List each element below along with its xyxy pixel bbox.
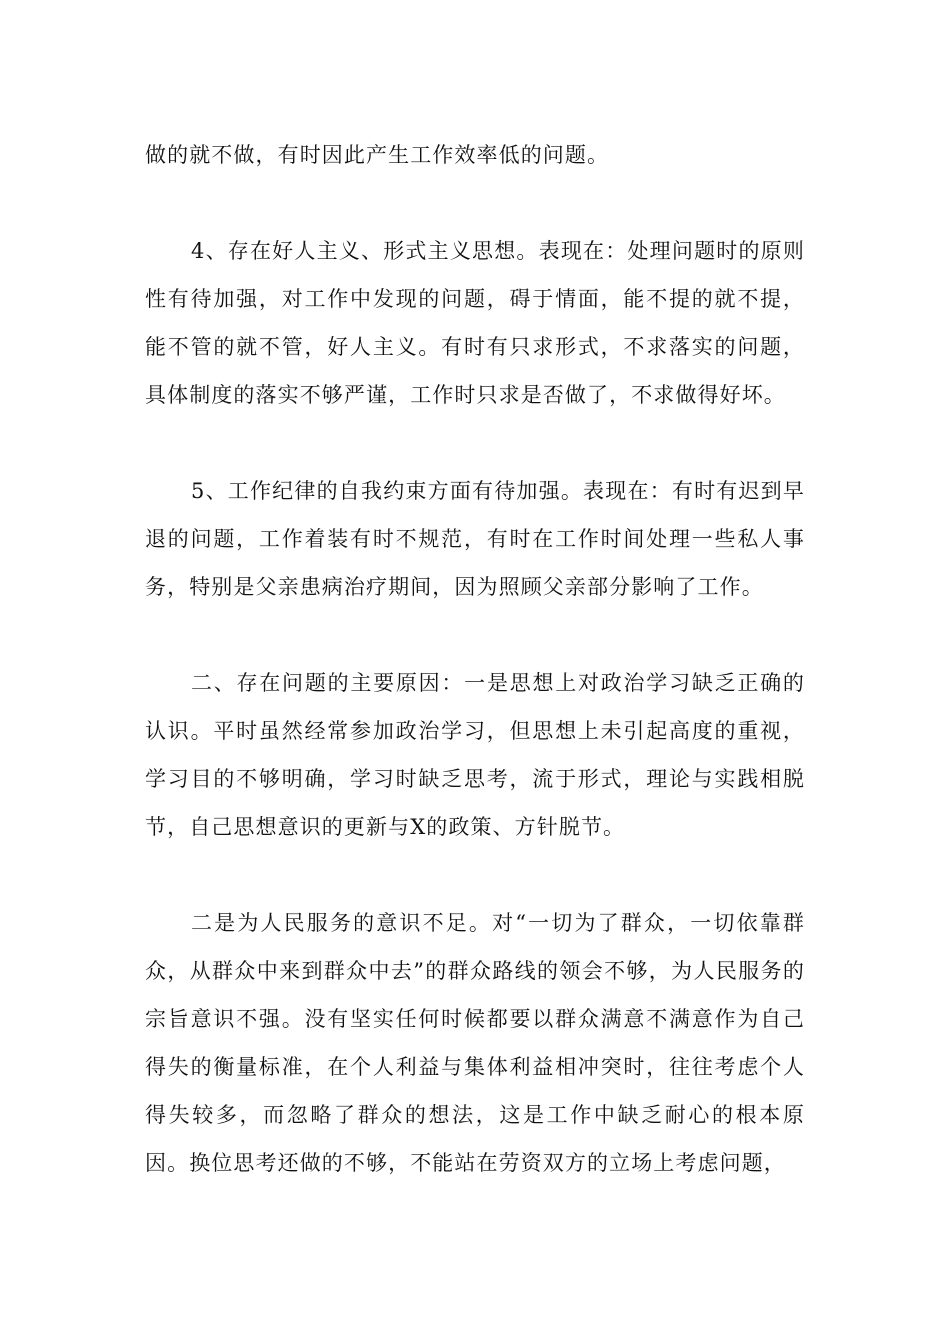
text-line: 具体制度的落实不够严谨，工作时只求是否做了，不求做得好坏。 xyxy=(145,383,786,407)
text-line: 众，从群众中来到群众中去”的群众路线的领会不够，为人民服务 xyxy=(145,959,783,983)
text-line: 能不管的就不管，好人主义。有时有只求形式，不求落实的问题， xyxy=(145,335,805,359)
paragraph-reason-2 xyxy=(145,899,805,1187)
text-line: 己得失的衡量标准，在个人利益与集体利益相冲突时，往往考虑个 xyxy=(145,1007,805,1079)
text-line: 4、存在好人主义、形式主义思想。表现在：处理问题时的原则 xyxy=(191,239,805,263)
text-line: 退的问题，工作着装有时不规范，有时在工作时间处理一些私人事 xyxy=(145,527,805,551)
text-line: 人得失较多，而忽略了群众的想法，这是工作中缺乏耐心的根本原 xyxy=(145,1055,805,1127)
text-line: 5、工作纪律的自我约束方面有待加强。表现在：有时有迟到早 xyxy=(191,479,805,503)
paragraph-continuation xyxy=(145,131,805,179)
paragraph-item-4 xyxy=(145,227,805,419)
text-line: 因。换位思考还做的不够，不能站在劳资双方的立场上考虑问题， xyxy=(145,1151,786,1175)
paragraph-item-5 xyxy=(145,467,805,611)
text-line: 节，自己思想意识的更新与X的政策、方针脱节。 xyxy=(145,815,626,839)
text-line: 务，特别是父亲患病治疗期间，因为照顾父亲部分影响了工作。 xyxy=(145,575,764,599)
text-line: 学习目的不够明确，学习时缺乏思考，流于形式，理论与实践相脱 xyxy=(145,767,805,791)
text-line: 认识。平时虽然经常参加政治学习，但思想上未引起高度的重视， xyxy=(145,719,805,743)
text-line: 二是为人民服务的意识不足。对“一切为了群众，一切依靠群 xyxy=(191,911,805,935)
paragraph-section-2-reason-1 xyxy=(145,659,805,851)
text-line: 二、存在问题的主要原因：一是思想上对政治学习缺乏正确的 xyxy=(191,671,805,695)
text-line: 的宗旨意识不强。没有坚实任何时候都要以群众满意不满意作为自 xyxy=(145,959,805,1031)
text-line: 性有待加强，对工作中发现的问题，碍于情面，能不提的就不提， xyxy=(145,287,805,311)
document-body xyxy=(145,131,805,1235)
text-line: 做的就不做，有时因此产生工作效率低的问题。 xyxy=(145,143,610,167)
